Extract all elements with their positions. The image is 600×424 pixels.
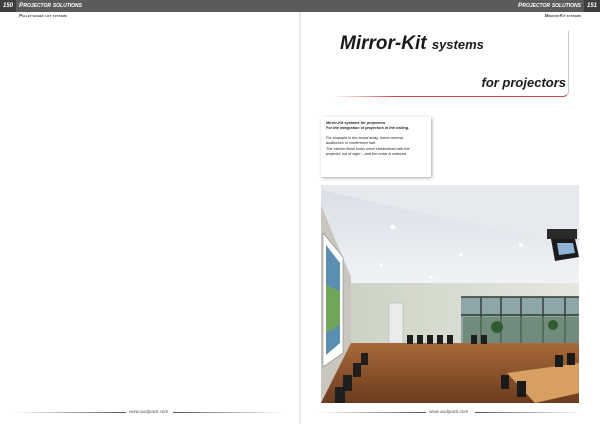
right-footer-line bbox=[318, 412, 426, 413]
right-footer-url[interactable]: www.audipack.com bbox=[429, 409, 469, 414]
left-footer-url[interactable]: www.audipack.com bbox=[129, 409, 169, 414]
right-subsection: Mirror-Kit systems bbox=[544, 13, 581, 18]
intro-line-5: The interior finish looks more streamlined with the bbox=[326, 146, 410, 151]
conference-room-photo bbox=[321, 185, 579, 403]
intro-line-6: projector out of sight – and the noise is reduced. bbox=[326, 152, 408, 157]
right-section-title: Projector solutions bbox=[518, 2, 581, 9]
left-section-title: Projector solutions bbox=[19, 2, 82, 9]
header-bar bbox=[0, 0, 600, 12]
intro-text-box bbox=[321, 117, 431, 177]
page-title-main: Mirror-Kit bbox=[340, 33, 427, 54]
right-page-number: 151 bbox=[584, 0, 600, 12]
left-page-number: 150 bbox=[0, 0, 16, 12]
page-title-systems: systems bbox=[431, 37, 484, 52]
left-footer-line bbox=[14, 412, 126, 413]
page-title bbox=[340, 33, 484, 55]
left-subsection: Pulley-based lift systems bbox=[19, 13, 68, 18]
left-footer-line bbox=[173, 412, 285, 413]
page-subtitle: for projectors bbox=[481, 75, 566, 90]
intro-line-4: auditorium or conference hall. bbox=[326, 141, 377, 146]
intro-line-2: For the integration of projectors in the ceiling. bbox=[326, 126, 410, 131]
intro-line-3: For example in the board away, home cinema, bbox=[326, 135, 404, 140]
intro-line-1: Mirror-Kit systems for projectors bbox=[326, 121, 386, 125]
right-footer-line bbox=[475, 412, 583, 413]
page-gutter bbox=[299, 12, 301, 424]
